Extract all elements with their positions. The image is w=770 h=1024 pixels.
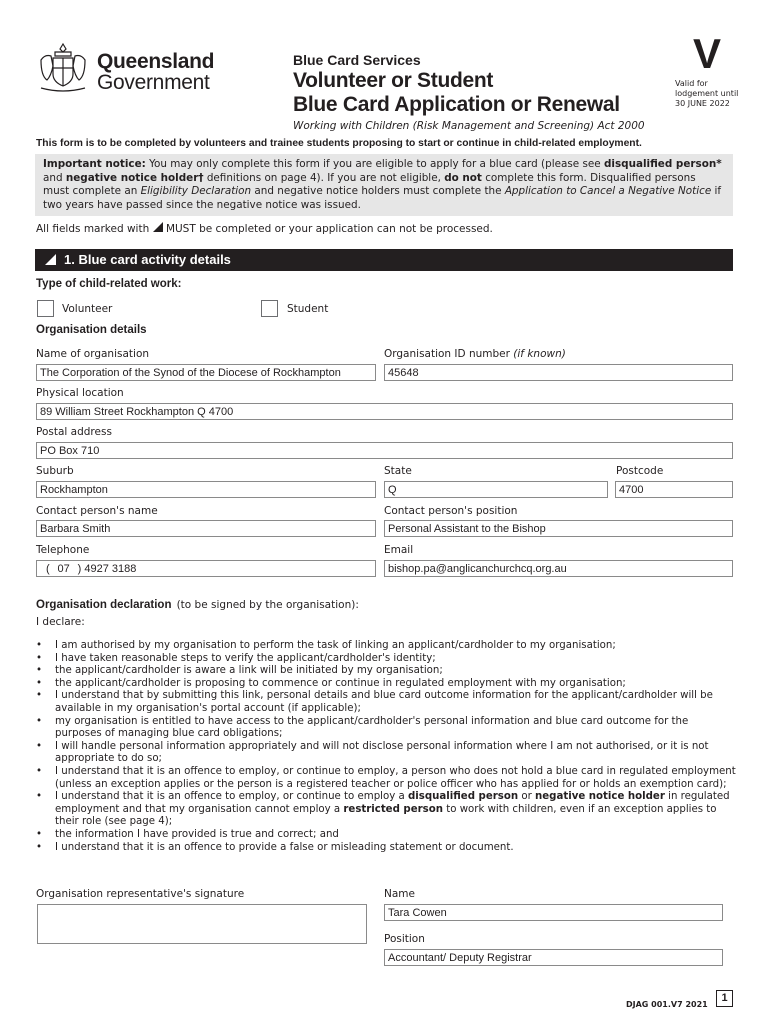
physical-location-label: Physical location xyxy=(36,387,124,399)
contact-name-label: Contact person's name xyxy=(36,505,158,517)
work-type-label: Type of child-related work: xyxy=(36,278,182,290)
org-id-field[interactable]: 45648 xyxy=(384,364,733,381)
act-reference: Working with Children (Risk Management and Screening) Act 2000 xyxy=(293,120,645,132)
telephone-field[interactable]: ( 07 ) 4927 3188 xyxy=(36,560,376,577)
signature-box[interactable] xyxy=(37,904,367,944)
declaration-item: • I will handle personal information appropriately and will not disclose personal information where I am not authorised, or it is not appropriate to do so; xyxy=(36,741,736,766)
student-label: Student xyxy=(287,303,329,315)
org-name-field[interactable]: The Corporation of the Synod of the Diocese of Rockhampton xyxy=(36,364,376,381)
student-checkbox[interactable] xyxy=(261,300,278,317)
page-number: 1 xyxy=(716,990,733,1007)
postal-address-label: Postal address xyxy=(36,426,112,438)
org-name-label: Name of organisation xyxy=(36,348,150,360)
physical-location-field[interactable]: 89 William Street Rockhampton Q 4700 xyxy=(36,403,733,420)
declaration-item: • I understand that it is an offence to employ, or continue to employ, a person who does not hold a blue card in regulated employment (unless an exception applies or the person is a registered teacher or police officer who has applied for or holds an exemption card); xyxy=(36,766,736,791)
postcode-field[interactable]: 4700 xyxy=(615,481,733,498)
form-title-line1: Volunteer or Student xyxy=(293,69,494,92)
important-notice: Important notice: You may only complete this form if you are eligible to apply for a blue card (please see disqualified person* and negative notice holder† definitions on page 4). If you are not eligible, do not complete this form. Disqualified persons must complete an Eligibility Declaration and negative notice holders must complete the Application to Cancel a Negative Notice if two years have passed since the negative notice was issued. xyxy=(35,154,733,216)
declaration-item: • I understand that it is an offence to provide a false or misleading statement or document. xyxy=(36,842,736,855)
volunteer-checkbox[interactable] xyxy=(37,300,54,317)
name-field[interactable]: Tara Cowen xyxy=(384,904,723,921)
logo-line2: Government xyxy=(97,71,210,94)
postcode-label: Postcode xyxy=(616,465,664,477)
position-label: Position xyxy=(384,933,425,945)
contact-position-label: Contact person's position xyxy=(384,505,518,517)
name-label: Name xyxy=(384,888,415,900)
email-field[interactable]: bishop.pa@anglicanchurchcq.org.au xyxy=(384,560,733,577)
volunteer-label: Volunteer xyxy=(62,303,113,315)
contact-position-field[interactable]: Personal Assistant to the Bishop xyxy=(384,520,733,537)
state-label: State xyxy=(384,465,412,477)
section-1-header: 1. Blue card activity details xyxy=(35,249,733,271)
qld-government-logo xyxy=(35,40,215,96)
declaration-item: • I understand that it is an offence to employ, or continue to employ a disqualified person or negative notice holder in regulated employment and that my organisation cannot employ a restricted person to work with children, even if an exception applies to their role (see page 4); xyxy=(36,791,736,829)
org-details-heading: Organisation details xyxy=(36,324,147,336)
declaration-item: • I am authorised by my organisation to perform the task of linking an applicant/cardholder to my organisation; xyxy=(36,640,736,653)
declaration-item: • the applicant/cardholder is aware a link will be initiated by my organisation; xyxy=(36,665,736,678)
declaration-item: • I understand that by submitting this link, personal details and blue card outcome information for the applicant/cardholder will be available in my organisation's portal account (if applicable); xyxy=(36,690,736,715)
suburb-field[interactable]: Rockhampton xyxy=(36,481,376,498)
form-code: DJAG 001.V7 2021 xyxy=(626,1000,708,1009)
email-label: Email xyxy=(384,544,414,556)
declaration-heading: Organisation declaration (to be signed by the organisation): xyxy=(36,599,359,611)
required-fields-note: All fields marked with MUST be completed or your application can not be processed. xyxy=(36,223,493,235)
logo-line1: Queensland xyxy=(97,50,215,73)
contact-name-field[interactable]: Barbara Smith xyxy=(36,520,376,537)
i-declare-label: I declare: xyxy=(36,616,85,628)
state-field[interactable]: Q xyxy=(384,481,608,498)
declaration-item: • the applicant/cardholder is proposing to commence or continue in regulated employment with my organisation; xyxy=(36,678,736,691)
telephone-label: Telephone xyxy=(36,544,90,556)
org-id-label: Organisation ID number (if known) xyxy=(384,348,566,360)
intro-text: This form is to be completed by volunteers and trainee students proposing to start or continue in child-related employment. xyxy=(36,138,642,149)
postal-address-field[interactable]: PO Box 710 xyxy=(36,442,733,459)
coat-of-arms-icon xyxy=(35,40,91,96)
signature-label: Organisation representative's signature xyxy=(36,888,245,900)
required-marker-icon xyxy=(153,222,163,232)
declaration-item: • my organisation is entitled to have access to the applicant/cardholder's personal information and blue card outcome for the purposes of managing blue card obligations; xyxy=(36,716,736,741)
declaration-item: • I have taken reasonable steps to verify the applicant/cardholder's identity; xyxy=(36,653,736,666)
form-letter: V xyxy=(693,30,722,77)
declaration-item: • the information I have provided is true and correct; and xyxy=(36,829,736,842)
phone-number: 4927 3188 xyxy=(84,563,137,575)
form-title-line2: Blue Card Application or Renewal xyxy=(293,93,620,116)
declaration-list xyxy=(36,640,736,854)
phone-area-code: 07 xyxy=(57,563,70,575)
required-marker-icon xyxy=(45,254,56,265)
suburb-label: Suburb xyxy=(36,465,74,477)
services-label: Blue Card Services xyxy=(293,52,421,68)
position-field[interactable]: Accountant/ Deputy Registrar xyxy=(384,949,723,966)
valid-until: Valid for lodgement until 30 JUNE 2022 xyxy=(675,79,739,108)
